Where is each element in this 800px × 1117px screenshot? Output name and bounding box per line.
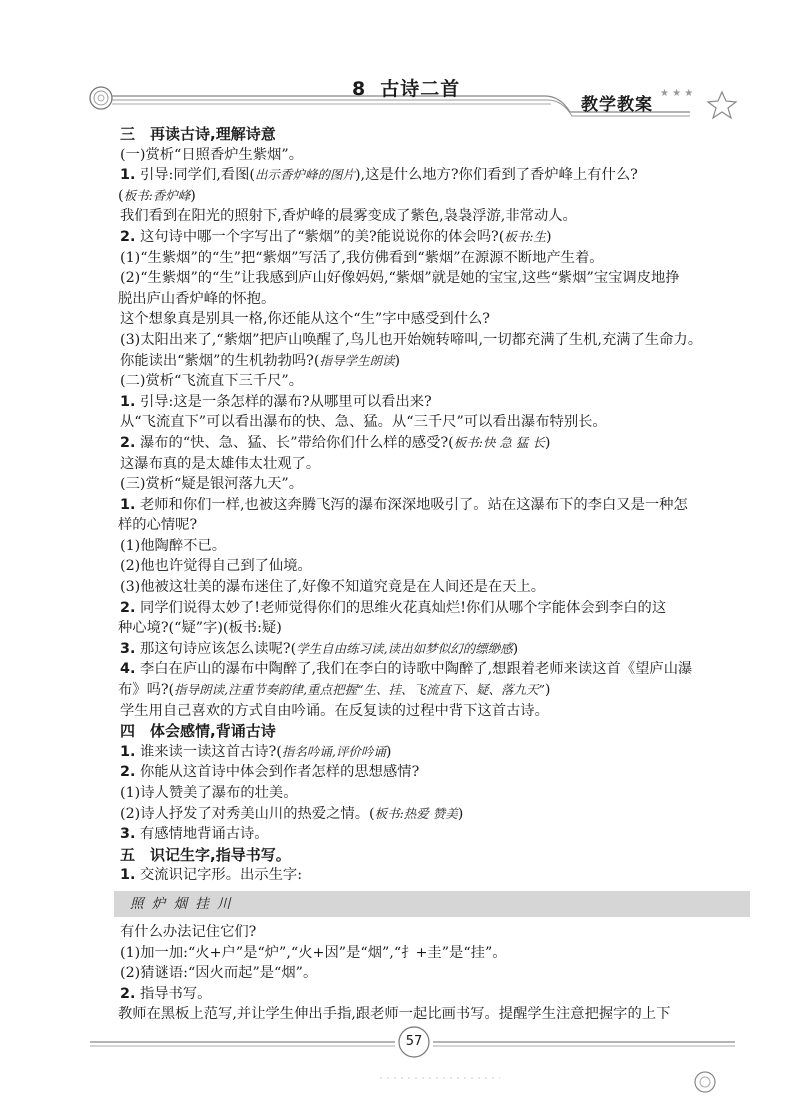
line-text-tail: ) [190, 187, 196, 204]
teacher-note: 指导学生朗读 [319, 352, 395, 368]
text-line [120, 268, 740, 289]
line-text: 这个想象真是别具一格,你还能从这个“生”字中感受到什么? [120, 311, 490, 328]
text-line [120, 804, 740, 825]
line-text: (2)“生紫烟”的“生”让我感到庐山好像妈妈,“紫烟”就是她的宝宝,这些“紫烟”宝宝调皮地挣 [120, 270, 680, 287]
text-line [120, 371, 740, 392]
spiral-ornament-footer [695, 1072, 715, 1092]
lesson-name: 古诗二首 [380, 78, 461, 100]
item-number: 2. [120, 985, 136, 1002]
line-text: (2)诗人抒发了对秀美山川的热爱之情。( [120, 805, 375, 822]
text-line [120, 984, 740, 1005]
line-text: 脱出庐山香炉峰的怀抱。 [118, 290, 276, 307]
item-number: 2. [120, 599, 136, 616]
teacher-note: 板书:热爱 赞美 [374, 805, 458, 821]
text-line [120, 206, 740, 227]
item-number: 1. [120, 167, 136, 184]
line-text: 教师在黑板上范写,并让学生伸出手指,跟老师一起比画书写。提醒学生注意把握字的上下 [118, 1006, 671, 1023]
line-text: (1)诗人赞美了瀑布的壮美。 [120, 785, 298, 801]
line-text: 指导书写。 [139, 985, 212, 1002]
line-text-tail: ) [544, 682, 551, 699]
teacher-note: 指名吟诵,评价吟诵 [281, 743, 386, 759]
item-number: 1. [120, 393, 136, 410]
page-number: 57 [405, 1034, 423, 1049]
text-line [120, 556, 740, 577]
text-line [120, 659, 740, 680]
page-footer [0, 1020, 800, 1113]
line-text-tail: ) [544, 434, 551, 451]
section-heading [120, 124, 740, 145]
line-text-tail: ) [457, 805, 464, 822]
text-line [120, 762, 740, 783]
item-number: 1. [120, 743, 136, 760]
item-number: 2. [120, 434, 136, 451]
line-text: 你能读出“紫烟”的生机勃勃吗?( [120, 352, 320, 369]
text-line [120, 536, 740, 557]
text-line [120, 865, 740, 886]
line-text-tail: ) [512, 640, 519, 657]
spiral-ornament-core [98, 95, 104, 101]
teacher-note: 学生自由练习读,读出如梦似幻的缥缈感 [296, 640, 513, 656]
section-heading [120, 845, 740, 866]
line-text: 从“飞流直下”可以看出瀑布的快、急、猛。从“三千尺”可以看出瀑布特别长。 [120, 414, 607, 431]
teacher-note: 板书:香炉峰 [123, 187, 191, 203]
item-number: 2. [120, 764, 136, 781]
item-number: 1. [120, 496, 136, 513]
lesson-title [352, 74, 460, 101]
text-line [120, 454, 740, 475]
line-text: (1)他陶醉不已。 [120, 537, 227, 554]
text-line [120, 639, 740, 660]
line-text: 样的心情呢? [118, 517, 198, 534]
line-text: (二)赏析“飞流直下三千尺”。 [120, 373, 304, 390]
page-header [0, 0, 800, 125]
text-line [120, 618, 740, 639]
line-text: (2)猜谜语:“因火而起”是“烟”。 [120, 965, 318, 982]
item-number: 2. [120, 228, 136, 245]
text-line [120, 963, 740, 984]
text-line [120, 351, 740, 372]
line-text: (1)加一加:“火+户”是“炉”,“火+因”是“烟”,“扌+圭”是“挂”。 [120, 944, 507, 961]
text-line [120, 433, 740, 454]
text-line [120, 309, 740, 330]
text-line [120, 701, 740, 722]
lesson-number: 8 [352, 78, 367, 100]
line-text: 交流识记字形。出示生字: [139, 867, 303, 884]
text-line [120, 330, 740, 351]
teacher-note: 板书:生 [504, 228, 547, 244]
line-text: 同学们说得太妙了!老师觉得你们的思维火花真灿烂!你们从哪个字能体会到李白的这 [139, 599, 667, 616]
line-text: (3)太阳出来了,“紫烟”把庐山唤醒了,鸟儿也开始婉转啼叫,一切都充满了生机,充满了生命力。 [120, 331, 703, 348]
line-text: 那这句诗应该怎么读呢?( [139, 640, 297, 657]
line-text-tail: ),这是什么地方?你们看到了香炉峰上有什么? [354, 167, 638, 184]
text-line [120, 186, 740, 207]
star-icon [708, 92, 736, 118]
line-text: 这句诗中哪一个字写出了“紫烟”的美?能说说你的体会吗?( [139, 228, 505, 245]
line-text: (1)“生紫烟”的“生”把“紫烟”写活了,我仿佛看到“紫烟”在源源不断地产生着。 [120, 249, 604, 266]
line-text: 有感情地背诵古诗。 [139, 826, 269, 843]
line-text-tail: ) [385, 743, 392, 760]
text-line [120, 943, 740, 964]
text-line [120, 922, 740, 943]
line-text: ( [118, 187, 124, 204]
teacher-note: 板书:快 急 猛 长 [453, 434, 545, 450]
text-line [120, 165, 740, 186]
line-text: 瀑布的“快、急、猛、长”带给你们什么样的感受?( [139, 434, 454, 451]
text-line [120, 783, 740, 804]
text-line [120, 680, 740, 701]
text-line [120, 577, 740, 598]
text-line [120, 824, 740, 845]
new-characters-box: 照 炉 烟 挂 川 [114, 891, 750, 917]
line-text: (3)他被这壮美的瀑布迷住了,好像不知道究竟是在人间还是在天上。 [120, 579, 546, 596]
line-text-tail: ) [394, 352, 401, 369]
header-tag: 教学教案 [581, 95, 653, 115]
line-text: 四 体会感情,背诵古诗 [120, 722, 276, 741]
text-line [120, 742, 740, 763]
line-text: (一)赏析“日照香炉生紫烟”。 [120, 146, 304, 163]
text-line [120, 598, 740, 619]
item-number: 3. [120, 826, 136, 843]
line-text: 谁来读一读这首古诗?( [139, 743, 282, 760]
text-line [120, 289, 740, 310]
teacher-note: 指导朗读,注重节奏韵律,重点把握“生、挂、飞流直下、疑、落九天” [174, 682, 545, 698]
text-line [120, 412, 740, 433]
line-text-tail: ) [546, 228, 552, 245]
teacher-note: 出示香炉峰的图片 [254, 167, 355, 183]
spiral-ornament-footer-inner [700, 1077, 710, 1087]
text-line [120, 145, 740, 166]
line-text: 学生用自己喜欢的方式自由吟诵。在反复读的过程中背下这首古诗。 [120, 702, 549, 719]
line-text: (三)赏析“疑是银河落九天”。 [120, 476, 304, 493]
text-line [120, 495, 740, 516]
line-text: 我们看到在阳光的照射下,香炉峰的晨雾变成了紫色,袅袅浮游,非常动人。 [120, 208, 577, 225]
line-text: 五 识记生字,指导书写。 [120, 845, 291, 864]
item-number: 4. [120, 661, 136, 678]
header-decoration [0, 0, 800, 125]
line-text: 李白在庐山的瀑布中陶醉了,我们在李白的诗歌中陶醉了,想跟着老师来读这首《望庐山瀑 [139, 661, 693, 678]
text-line [120, 515, 740, 536]
spiral-ornament-outer [90, 87, 112, 109]
text-line [120, 474, 740, 495]
spiral-ornament-inner [94, 91, 108, 105]
line-text: 有什么办法记住它们? [120, 923, 257, 940]
item-number: 3. [120, 640, 136, 657]
line-text: 引导:这是一条怎样的瀑布?从哪里可以看出来? [139, 393, 432, 410]
text-line [120, 248, 740, 269]
line-text: 布》吗?( [118, 682, 175, 699]
line-text: 引导:同学们,看图( [139, 167, 255, 184]
text-line [120, 392, 740, 413]
section-heading [120, 721, 740, 742]
line-text: 三 再读古诗,理解诗意 [120, 125, 276, 143]
lesson-content [120, 124, 740, 1025]
line-text: 这瀑布真的是太雄伟太壮观了。 [120, 455, 321, 472]
line-text: 老师和你们一样,也被这奔腾飞泻的瀑布深深地吸引了。站在这瀑布下的李白又是一种怎 [139, 496, 688, 513]
item-number: 1. [120, 867, 136, 884]
line-text: (2)他也许觉得自己到了仙境。 [120, 558, 312, 575]
star-dots: ★ ★ ★ [660, 88, 694, 99]
text-line [120, 227, 740, 248]
line-text: 你能从这首诗中体会到作者怎样的思想感情? [139, 764, 420, 781]
line-text: 种心境?(“疑”字)(板书:疑) [118, 620, 282, 637]
